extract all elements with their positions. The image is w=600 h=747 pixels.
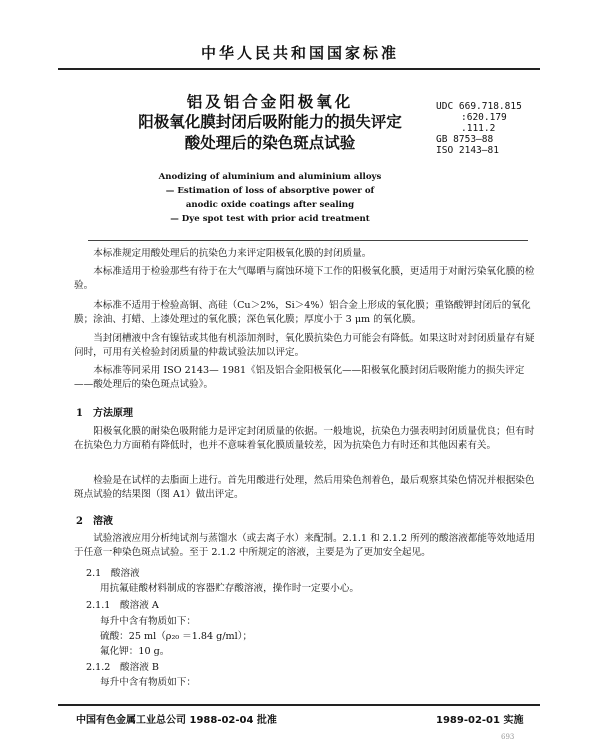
english-title-line-1: Anodizing of aluminium and aluminium alloys bbox=[158, 172, 382, 182]
section-2-heading: 2 溶液 bbox=[76, 516, 113, 527]
solution-a-line-1: 每升中含有物质如下： bbox=[100, 616, 196, 627]
intro-paragraph-2: 本标准适用于检验那些有待于在大气曝晒与腐蚀环境下工作的阳极氧化膜，更适用于对耐污染氧化膜的检验。 bbox=[74, 266, 535, 292]
effective-date: 1989-02-01 实施 bbox=[436, 715, 524, 726]
section-2-paragraph-1: 试验溶液应用分析纯试剂与蒸馏水（或去离子水）来配制。2.1.1 和 2.1.2 所列的酸溶液都能等效地适用于任意一种染色斑点试验。至于 2.1.2 中所规定的溶液，主要是为了更加安全起见。 bbox=[74, 533, 535, 559]
english-title-line-2: — Estimation of loss of absorptive power of bbox=[165, 186, 375, 196]
solution-b-line-1: 每升中含有物质如下： bbox=[100, 677, 196, 688]
intro-paragraph-4: 当封闭槽液中含有镍钴或其他有机添加剂时，氧化膜抗染色力可能会有降低。如果这时对封闭质量存有疑问时，可用有关检验封闭质量的仲裁试验法加以评定。 bbox=[74, 333, 535, 359]
english-title-line-3: anodic oxide coatings after sealing bbox=[185, 200, 355, 210]
udc-code-cont-1: :620.179 bbox=[461, 112, 507, 123]
subsection-2-1-1-heading: 2.1.1 酸溶液 A bbox=[86, 600, 159, 611]
title-divider bbox=[88, 240, 528, 241]
gb-code: GB 8753—88 bbox=[436, 134, 494, 145]
section-1-paragraph-1: 阳极氧化膜的耐染色吸附能力是评定封闭质量的依据。一般地说，抗染色力强表明封闭质量优良；但有时在抗染色力方面稍有降低时，也并不意味着氧化膜质量较差，因为抗染色力有时还和其他因素有关。 bbox=[74, 426, 535, 452]
english-title-line-4: — Dye spot test with prior acid treatment bbox=[170, 214, 370, 224]
section-1-paragraph-2: 检验是在试样的去脂面上进行。首先用酸进行处理，然后用染色剂着色，最后观察其染色情况并根据染色斑点试验的结果图（图 A1）做出评定。 bbox=[74, 475, 535, 501]
solution-a-line-2: 硫酸：25 ml（ρ₂₀ ＝1.84 g/ml）； bbox=[100, 631, 253, 642]
intro-paragraph-3: 本标准不适用于检验高铜、高硅（Cu＞2%，Si＞4%）铝合金上形成的氧化膜；重铬酸钾封闭后的氧化膜；涂油、打蜡、上漆处理过的氧化膜；深色氧化膜；厚度小于 3 μm 的氧化膜。 bbox=[74, 300, 531, 326]
intro-paragraph-5: 本标准等同采用 ISO 2143— 1981《铝及铝合金阳极氧化——阳极氧化膜封闭后吸附能力的损失评定——酸处理后的染色斑点试验》。 bbox=[74, 365, 525, 391]
solution-a-line-3: 氟化钾：10 g。 bbox=[100, 646, 170, 657]
subsection-2-1-heading: 2.1 酸溶液 bbox=[86, 568, 140, 579]
title-line-2: 阳极氧化膜封闭后吸附能力的损失评定 bbox=[138, 113, 402, 131]
header-rule bbox=[58, 68, 540, 70]
udc-code-cont-2: .111.2 bbox=[461, 123, 496, 134]
title-line-3: 酸处理后的染色斑点试验 bbox=[184, 134, 356, 152]
section-1-heading: 1 方法原理 bbox=[76, 408, 133, 419]
title-line-1: 铝及铝合金阳极氧化 bbox=[186, 93, 354, 111]
page-number: 693 bbox=[501, 733, 515, 741]
approval-date: 中国有色金属工业总公司 1988-02-04 批准 bbox=[76, 715, 277, 726]
footer-rule bbox=[58, 704, 540, 706]
standard-header: 中华人民共和国国家标准 bbox=[200, 44, 399, 62]
intro-paragraph-1: 本标准规定用酸处理后的抗染色力来评定阳极氧化膜的封闭质量。 bbox=[93, 248, 372, 259]
subsection-2-1-text: 用抗氟硅酸材料制成的容器贮存酸溶液，操作时一定要小心。 bbox=[100, 583, 360, 594]
iso-code: ISO 2143—81 bbox=[436, 145, 499, 156]
subsection-2-1-2-heading: 2.1.2 酸溶液 B bbox=[86, 662, 159, 673]
udc-code: UDC 669.718.815 bbox=[436, 101, 522, 112]
